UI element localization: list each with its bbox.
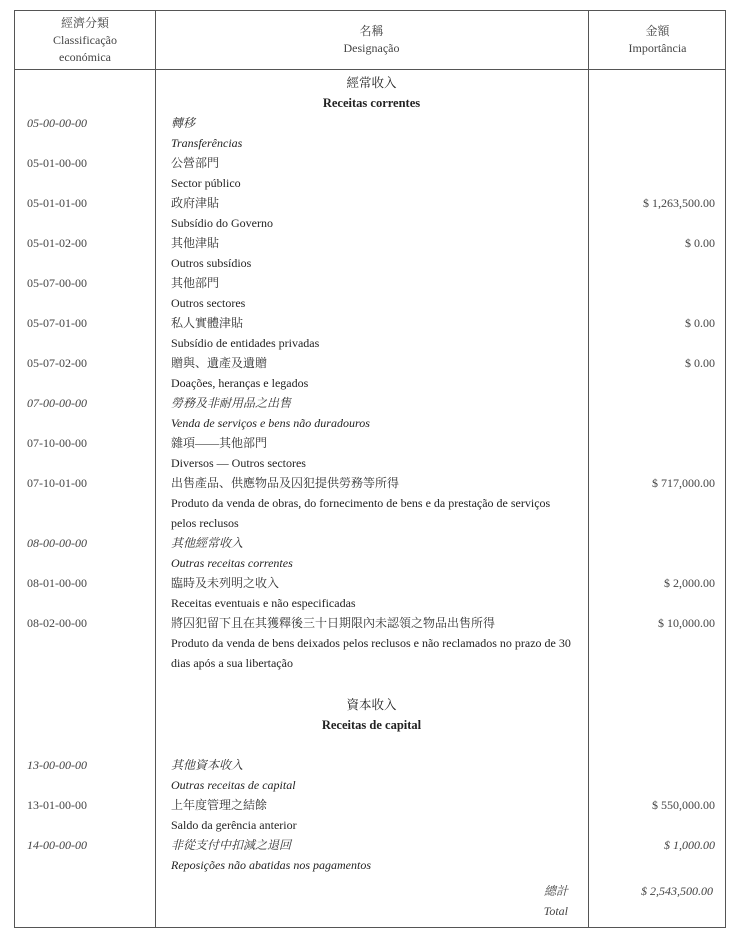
row-amount: $ 717,000.00 <box>652 476 715 490</box>
total-label-pt: Total <box>543 904 568 918</box>
row-designation-zh: 其他部門 <box>171 276 220 290</box>
row-designation-zh: 公營部門 <box>171 156 220 170</box>
row-code: 07-10-00-00 <box>27 436 87 450</box>
row-designation-pt: Produto da venda de obras, do fornecimento de bens e da prestação de serviços pelos reclusos <box>171 496 551 530</box>
row-code: 08-00-00-00 <box>27 536 87 550</box>
row-code: 07-10-01-00 <box>27 476 87 490</box>
header-classification <box>15 15 155 66</box>
row-code: 14-00-00-00 <box>27 838 87 852</box>
row-designation-zh: 非從支付中扣減之退回 <box>171 838 292 852</box>
row-designation-pt: Venda de serviços e bens não duradouros <box>171 416 370 430</box>
row-designation-zh: 其他資本收入 <box>171 758 244 772</box>
section-capital-zh: 資本收入 <box>346 698 397 712</box>
row-designation-zh: 其他經常收入 <box>171 536 244 550</box>
header-classification-pt1: Classificação <box>53 33 117 47</box>
section-current-pt: Receitas correntes <box>322 96 421 110</box>
header-amount-pt: Importância <box>628 41 687 55</box>
row-designation-pt: Saldo da gerência anterior <box>171 818 297 832</box>
row-designation-pt: Transferências <box>171 136 243 150</box>
row-code: 05-07-01-00 <box>27 316 87 330</box>
header-rule <box>15 69 725 70</box>
row-amount: $ 0.00 <box>685 356 715 370</box>
row-amount: $ 1,263,500.00 <box>643 196 715 210</box>
row-designation-zh: 其他津貼 <box>171 236 220 250</box>
row-designation-zh: 贈與、遺產及遺贈 <box>171 356 268 370</box>
row-designation-zh: 將囚犯留下且在其獲釋後三十日期限內未認領之物品出售所得 <box>171 616 496 630</box>
row-amount: $ 0.00 <box>685 236 715 250</box>
header-classification-pt2: económica <box>59 50 111 64</box>
row-code: 13-01-00-00 <box>27 798 87 812</box>
column-divider-2 <box>588 11 589 927</box>
row-code: 05-01-01-00 <box>27 196 87 210</box>
section-current-revenue <box>155 73 588 113</box>
row-designation-zh: 私人實體津貼 <box>171 316 244 330</box>
total-amount: $ 2,543,500.00 <box>641 884 713 898</box>
row-code: 13-00-00-00 <box>27 758 87 772</box>
header-designation <box>155 23 588 57</box>
row-designation-pt: Subsídio do Governo <box>171 216 273 230</box>
row-code: 05-00-00-00 <box>27 116 87 130</box>
row-designation-pt: Subsídio de entidades privadas <box>171 336 320 350</box>
row-code: 05-01-00-00 <box>27 156 87 170</box>
section-current-zh: 經常收入 <box>346 76 397 90</box>
row-designation-pt: Doações, heranças e legados <box>171 376 309 390</box>
row-designation-pt: Sector público <box>171 176 241 190</box>
column-divider-1 <box>155 11 156 927</box>
budget-table <box>14 10 726 928</box>
row-designation-pt: Outros subsídios <box>171 256 252 270</box>
row-designation-pt: Reposições não abatidas nos pagamentos <box>171 858 371 872</box>
row-amount: $ 0.00 <box>685 316 715 330</box>
row-designation-pt: Diversos — Outros sectores <box>171 456 306 470</box>
row-designation-pt: Outras receitas correntes <box>171 556 293 570</box>
row-code: 08-02-00-00 <box>27 616 87 630</box>
row-designation-zh: 出售產品、供應物品及囚犯提供勞務等所得 <box>171 476 400 490</box>
section-capital-revenue <box>155 695 588 735</box>
header-amount <box>588 23 727 57</box>
header-designation-zh: 名稱 <box>359 24 384 38</box>
row-designation-zh: 臨時及未列明之收入 <box>171 576 280 590</box>
section-capital-pt: Receitas de capital <box>321 718 422 732</box>
row-designation-zh: 轉移 <box>171 116 196 130</box>
row-code: 05-07-02-00 <box>27 356 87 370</box>
header-designation-pt: Designação <box>343 41 400 55</box>
row-amount: $ 550,000.00 <box>652 798 715 812</box>
row-amount: $ 2,000.00 <box>664 576 715 590</box>
row-designation-pt: Outras receitas de capital <box>171 778 296 792</box>
header-classification-zh: 經濟分類 <box>60 16 109 30</box>
total-label-zh: 總計 <box>543 884 568 898</box>
row-designation-pt: Receitas eventuais e não especificadas <box>171 596 356 610</box>
row-code: 08-01-00-00 <box>27 576 87 590</box>
row-amount: $ 10,000.00 <box>658 616 715 630</box>
row-designation-zh: 勞務及非耐用品之出售 <box>171 396 292 410</box>
header-amount-zh: 金額 <box>645 24 670 38</box>
row-code: 05-07-00-00 <box>27 276 87 290</box>
row-code: 07-00-00-00 <box>27 396 87 410</box>
row-designation-pt: Produto da venda de bens deixados pelos reclusos e não reclamados no prazo de 30 dias após a sua libertação <box>171 636 571 670</box>
row-code: 05-01-02-00 <box>27 236 87 250</box>
row-designation-zh: 政府津貼 <box>171 196 220 210</box>
row-designation-zh: 雜項——其他部門 <box>171 436 268 450</box>
row-designation-zh: 上年度管理之結餘 <box>171 798 268 812</box>
row-amount: $ 1,000.00 <box>664 838 715 852</box>
row-designation-pt: Outros sectores <box>171 296 246 310</box>
